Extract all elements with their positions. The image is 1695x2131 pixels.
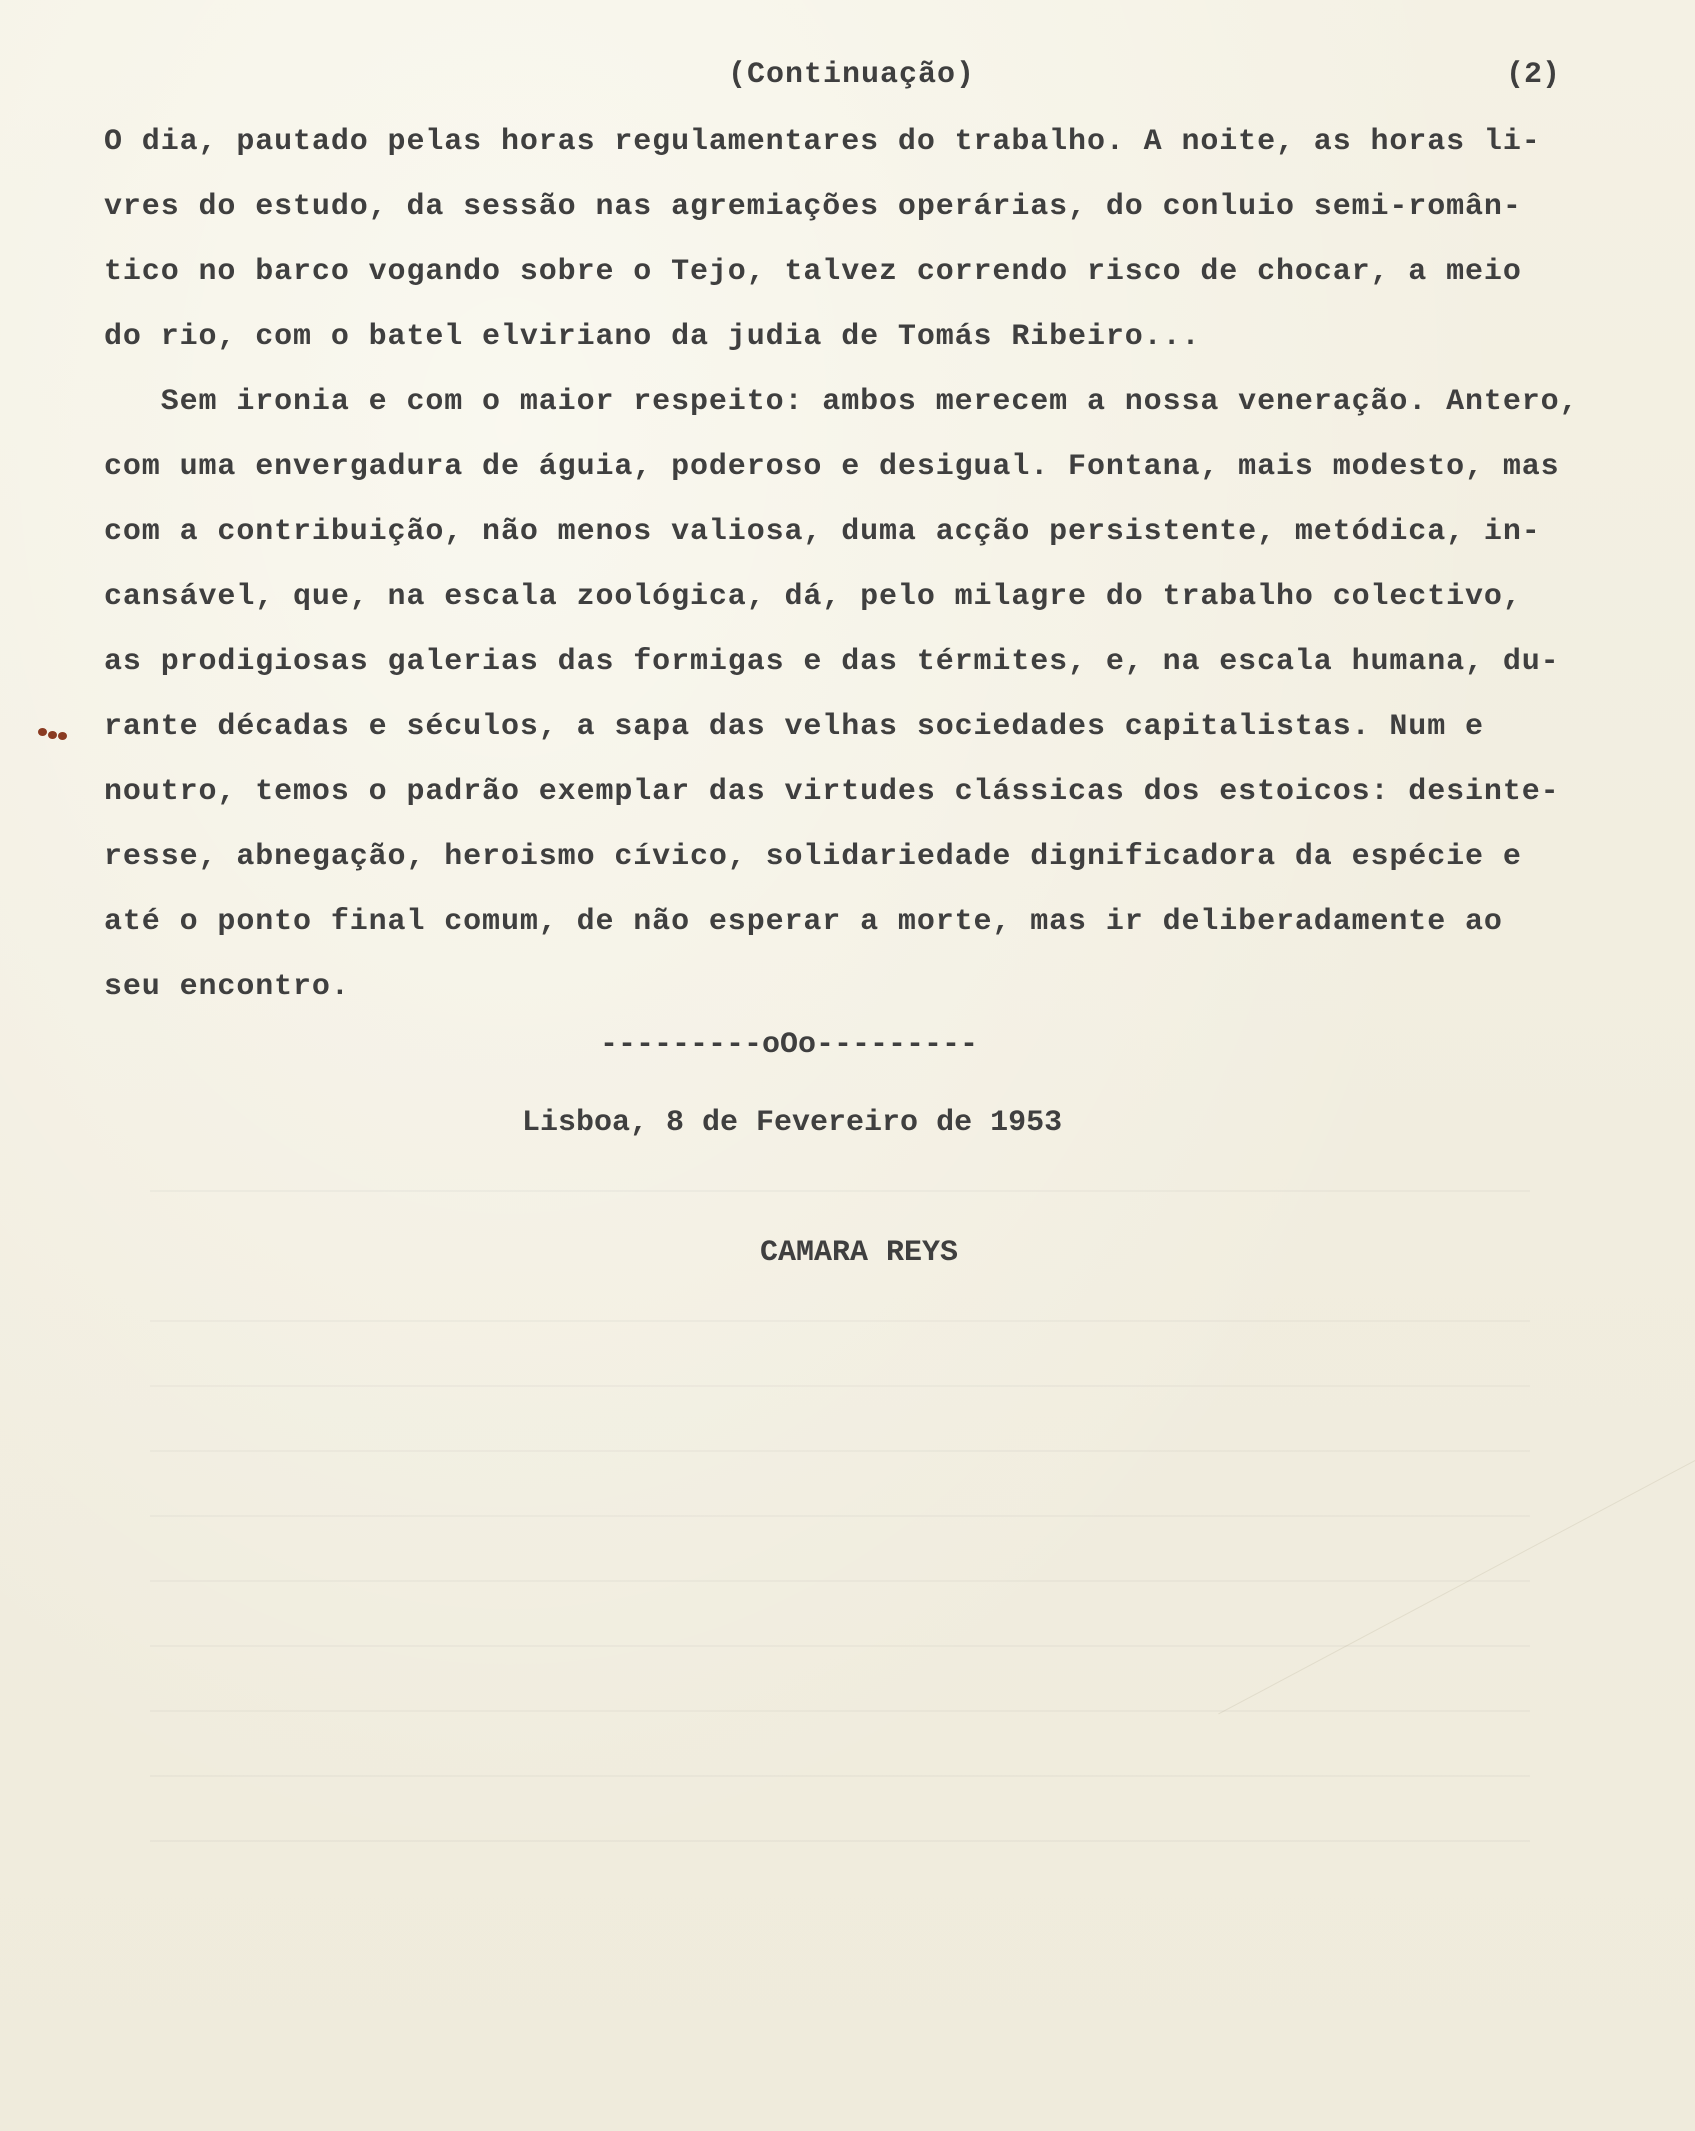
bleed-through-line [150, 1450, 1530, 1452]
text-line: resse, abnegação, heroismo cívico, solidariedade dignificadora da espécie e [104, 840, 1522, 874]
text-line: as prodigiosas galerias das formigas e das térmites, e, na escala humana, du- [104, 645, 1560, 679]
ink-mark [38, 728, 68, 738]
body-text [104, 110, 1664, 1020]
text-line: com uma envergadura de águia, poderoso e desigual. Fontana, mais modesto, mas [104, 450, 1560, 484]
bleed-through-line [150, 1580, 1530, 1582]
text-line: O dia, pautado pelas horas regulamentares do trabalho. A noite, as horas li- [104, 125, 1541, 159]
place-and-date: Lisboa, 8 de Fevereiro de 1953 [522, 1106, 1063, 1140]
paragraph-2 [104, 370, 1664, 1020]
text-line: tico no barco vogando sobre o Tejo, talvez correndo risco de chocar, a meio [104, 255, 1522, 289]
text-line: noutro, temos o padrão exemplar das virtudes clássicas dos estoicos: desinte- [104, 775, 1560, 809]
paper-crease [1218, 1460, 1695, 2050]
page-number: (2) [1506, 58, 1561, 92]
bleed-through-line [150, 1385, 1530, 1387]
bleed-through-line [150, 1645, 1530, 1647]
continuation-heading: (Continuação) [728, 58, 976, 92]
author-signature: CAMARA REYS [760, 1236, 959, 1270]
text-line: cansável, que, na escala zoológica, dá, pelo milagre do trabalho colectivo, [104, 580, 1522, 614]
text-line: do rio, com o batel elviriano da judia de Tomás Ribeiro... [104, 320, 1201, 354]
section-separator: ---------oOo--------- [600, 1028, 979, 1062]
paragraph-1 [104, 110, 1664, 370]
text-line: rante décadas e séculos, a sapa das velhas sociedades capitalistas. Num e [104, 710, 1484, 744]
bleed-through-line [150, 1515, 1530, 1517]
text-line: com a contribuição, não menos valiosa, duma acção persistente, metódica, in- [104, 515, 1541, 549]
page-header [0, 58, 1695, 108]
bleed-through-line [150, 1190, 1530, 1192]
text-line: até o ponto final comum, de não esperar a morte, mas ir deliberadamente ao [104, 905, 1503, 939]
text-line: seu encontro. [104, 970, 350, 1004]
text-line: vres do estudo, da sessão nas agremiações operárias, do conluio semi-român- [104, 190, 1522, 224]
bleed-through-line [150, 1320, 1530, 1322]
text-line: Sem ironia e com o maior respeito: ambos merecem a nossa veneração. Antero, [104, 385, 1579, 419]
